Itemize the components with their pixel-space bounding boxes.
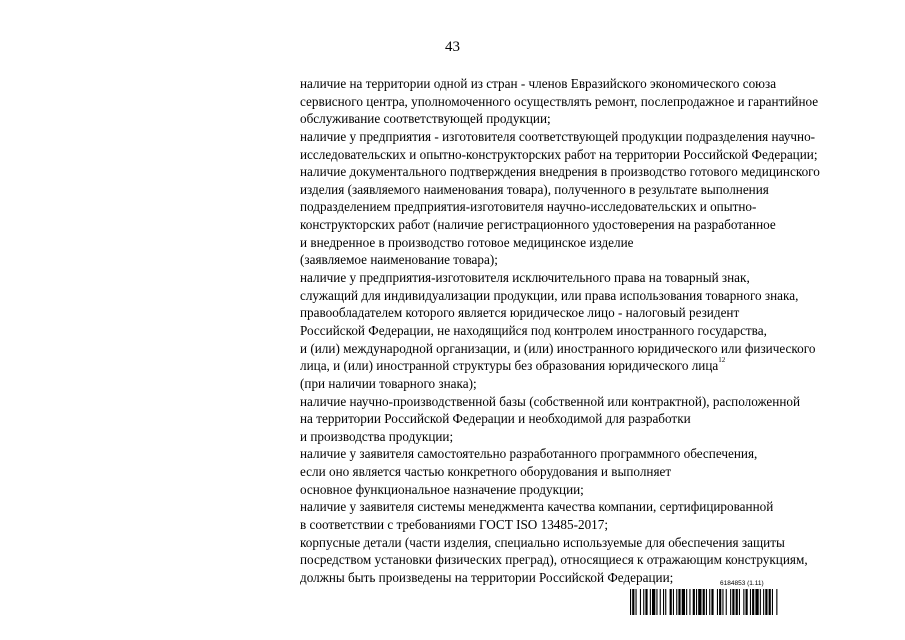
text-line: и (или) международной организации, и (или) иностранного юридического или физического xyxy=(300,340,816,356)
footnote-reference: 12 xyxy=(718,356,726,365)
barcode-label: 6184853 (1.11) xyxy=(720,580,764,587)
text-line: наличие научно-производственной базы (собственной или контрактной), расположенной xyxy=(300,393,801,409)
text-line: наличие документального подтверждения внедрения в производство готового медицинского xyxy=(300,164,820,180)
text-line: основное функциональное назначение продукции; xyxy=(300,481,584,497)
page-number: 43 xyxy=(445,39,460,55)
text-line: и производства продукции; xyxy=(300,428,454,444)
text-line: сервисного центра, уполномоченного осуществлять ремонт, послепродажное и гарантийное xyxy=(300,93,819,109)
text-line: на территории Российской Федерации и необходимой для разработки xyxy=(300,411,691,427)
text-line: и внедренное в производство готовое медицинское изделие xyxy=(300,234,634,250)
barcode-block xyxy=(630,580,858,616)
text-line: наличие у предприятия - изготовителя соответствующей продукции подразделения научно- xyxy=(300,128,816,144)
text-line: наличие у заявителя системы менеджмента качества компании, сертифицированной xyxy=(300,499,774,515)
text-line: обслуживание соответствующей продукции; xyxy=(300,111,551,127)
text-line: Российской Федерации, не находящийся под контролем иностранного государства, xyxy=(300,322,767,338)
text-line-with-footnote xyxy=(300,357,880,375)
text-line: в соответствии с требованиями ГОСТ ISO 13485-2017; xyxy=(300,517,609,533)
text-line: служащий для индивидуализации продукции, или права использования товарного знака, xyxy=(300,287,799,303)
barcode-image xyxy=(630,589,858,615)
text-line: наличие у предприятия-изготовителя исключительного права на товарный знак, xyxy=(300,270,750,286)
text-line: наличие на территории одной из стран - членов Евразийского экономического союза xyxy=(300,76,777,91)
text-line: лица, и (или) иностранной структуры без образования юридического лица xyxy=(300,358,719,374)
text-line: (заявляемое наименование товара); xyxy=(300,252,498,268)
text-line: подразделением предприятия-изготовителя научно-исследовательских и опытно- xyxy=(300,199,757,215)
text-line: (при наличии товарного знака); xyxy=(300,375,477,391)
text-line: изделия (заявляемого наименования товара), полученного в результате выполнения xyxy=(300,181,769,197)
text-line: посредством установки физических преград), относящиеся к отражающим конструкциям, xyxy=(300,552,808,568)
text-line: правообладателем которого является юридическое лицо - налоговый резидент xyxy=(300,305,740,321)
text-line: конструкторских работ (наличие регистрационного удостоверения на разработанное xyxy=(300,217,776,233)
text-line: корпусные детали (части изделия, специально используемые для обеспечения защиты xyxy=(300,534,785,550)
text-line: исследовательских и опытно-конструкторских работ на территории Российской Федерации; xyxy=(300,146,818,162)
text-line: наличие у заявителя самостоятельно разработанного программного обеспечения, xyxy=(300,446,758,462)
text-line: должны быть произведены на территории Российской Федерации; xyxy=(300,569,674,585)
text-line: если оно является частью конкретного оборудования и выполняет xyxy=(300,464,672,480)
document-body xyxy=(300,75,880,587)
